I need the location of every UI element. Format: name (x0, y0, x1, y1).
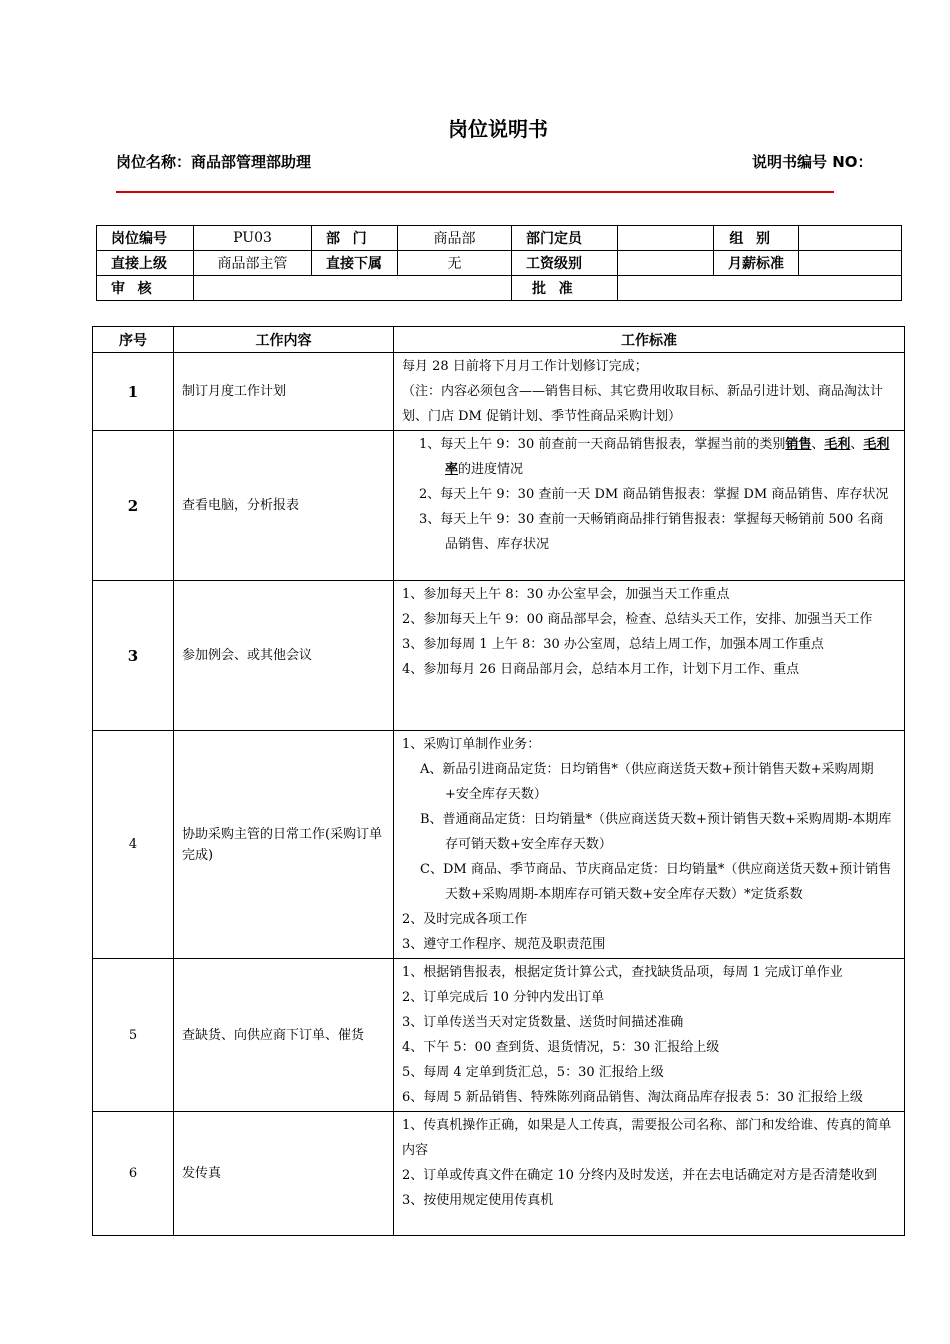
row-standard (394, 1112, 905, 1236)
row-number: 6 (93, 1112, 174, 1236)
info-row (97, 251, 902, 276)
row-standard (394, 731, 905, 959)
table-row (93, 431, 905, 581)
row-number: 4 (93, 731, 174, 959)
line-text: 1、每天上午 9：30 前查前一天商品销售报表，掌握当前的类别 (419, 437, 786, 452)
standard-line: 1、参加每天上午 8：30 办公室早会，加强当天工作重点 (402, 587, 730, 602)
salary-label: 月薪标准 (714, 251, 799, 276)
dept-value: 商品部 (398, 226, 512, 251)
row-standard (394, 431, 905, 581)
standard-line: （注：内容必须包含——销售目标、其它费用收取目标、新品引进计划、商品淘汰计划、门店 DM 促销计划、季节性商品采购计划） (402, 384, 884, 424)
row-content: 发传真 (174, 1112, 394, 1236)
standard-line: 3、每天上午 9：30 查前一天畅销商品排行销售报表：掌握每天畅销前 500 名商品销售、库存状况 (419, 512, 884, 552)
quota-value (618, 226, 714, 251)
line-text: 的进度情况 (458, 462, 524, 477)
subordinate-value: 无 (398, 251, 512, 276)
table-row (93, 731, 905, 959)
approve-label: 批准 (512, 276, 618, 301)
standard-line: 4、参加每月 26 日商品部月会，总结本月工作，计划下月工作、重点 (402, 662, 800, 677)
standard-line: 2、每天上午 9：30 查前一天 DM 商品销售报表：掌握 DM 商品销售、库存状况 (419, 487, 889, 502)
table-row (93, 959, 905, 1112)
row-standard (394, 959, 905, 1112)
code-value: PU03 (194, 226, 312, 251)
row-standard (394, 353, 905, 431)
standard-line: 3、订单传送当天对定货数量、送货时间描述准确 (402, 1015, 684, 1030)
row-content: 参加例会、或其他会议 (174, 581, 394, 731)
position-info-table (96, 225, 902, 301)
separator: 、 (850, 437, 864, 452)
standard-line: 2、及时完成各项工作 (402, 912, 528, 927)
grade-label: 工资级别 (512, 251, 618, 276)
approve-value (618, 276, 902, 301)
keyword-sales: 销售 (785, 437, 812, 452)
standard-line: 1、采购订单制作业务： (402, 737, 541, 752)
standard-line: 2、订单或传真文件在确定 10 分终内及时发送，并在去电话确定对方是否清楚收到 (402, 1168, 878, 1183)
row-number: 3 (93, 581, 174, 731)
document-title: 岗位说明书 (448, 117, 548, 141)
info-row (97, 276, 902, 301)
salary-value (799, 251, 902, 276)
standard-line: 5、每周 4 定单到货汇总，5：30 汇报给上级 (402, 1065, 664, 1080)
duties-table (92, 326, 905, 1236)
group-value (799, 226, 902, 251)
superior-value: 商品部主管 (194, 251, 312, 276)
standard-line (402, 432, 896, 482)
review-value (194, 276, 512, 301)
table-row (93, 1112, 905, 1236)
standard-line: 1、根据销售报表，根据定货计算公式，查找缺货品项，每周 1 完成订单作业 (402, 965, 843, 980)
standard-line: 2、订单完成后 10 分钟内发出订单 (402, 990, 605, 1005)
row-content: 协助采购主管的日常工作(采购订单完成) (174, 731, 394, 959)
red-divider (116, 191, 834, 193)
row-content: 查缺货、向供应商下订单、催货 (174, 959, 394, 1112)
table-row (93, 581, 905, 731)
superior-label: 直接上级 (97, 251, 194, 276)
row-number: 1 (93, 353, 174, 431)
col-content-header: 工作内容 (174, 327, 394, 353)
keyword-margin: 毛利 (824, 437, 851, 452)
col-no-header: 序号 (93, 327, 174, 353)
row-content: 查看电脑，分析报表 (174, 431, 394, 581)
row-standard (394, 581, 905, 731)
dept-label: 部门 (312, 226, 398, 251)
standard-line: 1、传真机操作正确，如果是人工传真，需要报公司名称、部门和发给谁、传真的简单内容 (402, 1118, 892, 1158)
standard-line: 2、参加每天上午 9：00 商品部早会，检查、总结头天工作，安排、加强当天工作 (402, 612, 873, 627)
info-row (97, 226, 902, 251)
row-content: 制订月度工作计划 (174, 353, 394, 431)
separator: 、 (811, 437, 825, 452)
table-row (93, 353, 905, 431)
standard-line: 3、按使用规定使用传真机 (402, 1193, 554, 1208)
review-label: 审核 (97, 276, 194, 301)
standard-line: 3、参加每周 1 上午 8：30 办公室周，总结上周工作，加强本周工作重点 (402, 637, 824, 652)
keyword-margin-rate: 毛利率 (445, 437, 890, 477)
row-number: 2 (93, 431, 174, 581)
row-number: 5 (93, 959, 174, 1112)
standard-line: 3、遵守工作程序、规范及职责范围 (402, 937, 606, 952)
subordinate-label: 直接下属 (312, 251, 398, 276)
standard-line: B、普通商品定货：日均销量*（供应商送货天数+预计销售天数+采购周期-本期库存可销天数+安全库存天数） (420, 812, 892, 852)
grade-value (618, 251, 714, 276)
standard-line: 4、下午 5：00 查到货、退货情况，5：30 汇报给上级 (402, 1040, 720, 1055)
quota-label: 部门定员 (512, 226, 618, 251)
standard-line: C、DM 商品、季节商品、节庆商品定货：日均销量*（供应商送货天数+预计销售天数+采购周期-本期库存可销天数+安全库存天数）*定货系数 (420, 862, 892, 902)
code-label: 岗位编号 (97, 226, 194, 251)
standard-line: A、新品引进商品定货：日均销售*（供应商送货天数+预计销售天数+采购周期+安全库存天数） (420, 762, 874, 802)
standard-line: 每月 28 日前将下月月工作计划修订完成； (402, 359, 648, 374)
standard-line: 6、每周 5 新品销售、特殊陈列商品销售、淘汰商品库存报表 5：30 汇报给上级 (402, 1090, 863, 1105)
table-header (93, 327, 905, 353)
doc-number: 说明书编号 NO： (752, 153, 873, 171)
group-label: 组别 (714, 226, 799, 251)
position-name: 岗位名称：商品部管理部助理 (116, 153, 312, 171)
col-standard-header: 工作标准 (394, 327, 905, 353)
